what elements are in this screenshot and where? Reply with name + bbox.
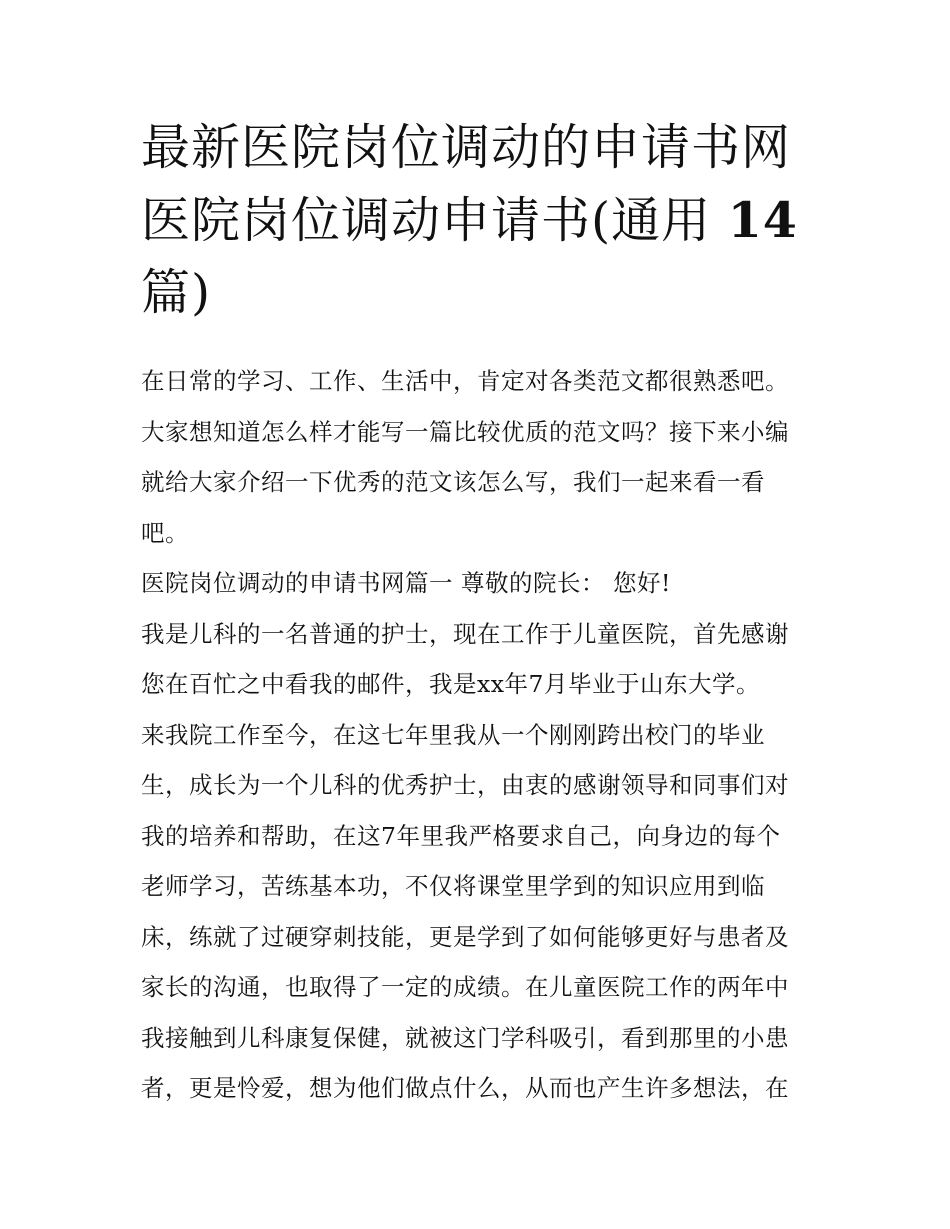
- title-line-2-number: 14: [727, 191, 798, 249]
- text-line: 就给大家介绍一下优秀的范文该怎么写，我们一起来看一看: [141, 468, 765, 496]
- salutation-paragraph: [141, 558, 821, 609]
- text-line: 您在百忙之中看我的邮件，我是xx年7月毕业于山东大学。: [141, 670, 760, 698]
- text-line: 来我院工作至今，在这七年里我从一个刚刚跨出校门的毕业: [141, 720, 765, 749]
- text-line: 床，练就了过硬穿刺技能，更是学到了如何能够更好与患者及: [141, 922, 789, 951]
- document-body: [141, 356, 821, 1114]
- title-line-2: [141, 184, 821, 257]
- text-line: 在日常的学习、工作、生活中，肯定对各类范文都很熟悉吧。: [141, 367, 789, 395]
- text-line: 生，成长为一个儿科的优秀护士，由衷的感谢领导和同事们对: [141, 771, 789, 799]
- document-title: [141, 112, 821, 329]
- text-line: 我是儿科的一名普通的护士，现在工作于儿童医院，首先感谢: [141, 619, 789, 648]
- text-line: 家长的沟通，也取得了一定的成绩。在儿童医院工作的两年中: [141, 973, 789, 1001]
- title-line-1: 最新医院岗位调动的申请书网: [141, 119, 792, 176]
- text-line: 我的培养和帮助，在这7年里我严格要求自己，向身边的每个: [141, 821, 781, 850]
- intro-paragraph: [141, 356, 821, 558]
- text-line: 大家想知道怎么样才能写一篇比较优质的范文吗？接下来小编: [141, 417, 789, 446]
- text-line: 医院岗位调动的申请书网篇一 尊敬的院长： 您好!: [141, 569, 671, 597]
- text-line: 吧。: [141, 518, 189, 547]
- text-line: 我接触到儿科康复保健，就被这门学科吸引，看到那里的小患: [141, 1023, 789, 1052]
- title-line-3: 篇): [141, 264, 212, 321]
- letter-body-paragraph: [141, 609, 821, 1114]
- title-line-2-text: 医院岗位调动申请书(通用: [141, 192, 712, 249]
- text-line: 老师学习，苦练基本功，不仅将课堂里学到的知识应用到临: [141, 872, 765, 900]
- text-line: 者，更是怜爱，想为他们做点什么，从而也产生许多想法，在: [141, 1074, 789, 1102]
